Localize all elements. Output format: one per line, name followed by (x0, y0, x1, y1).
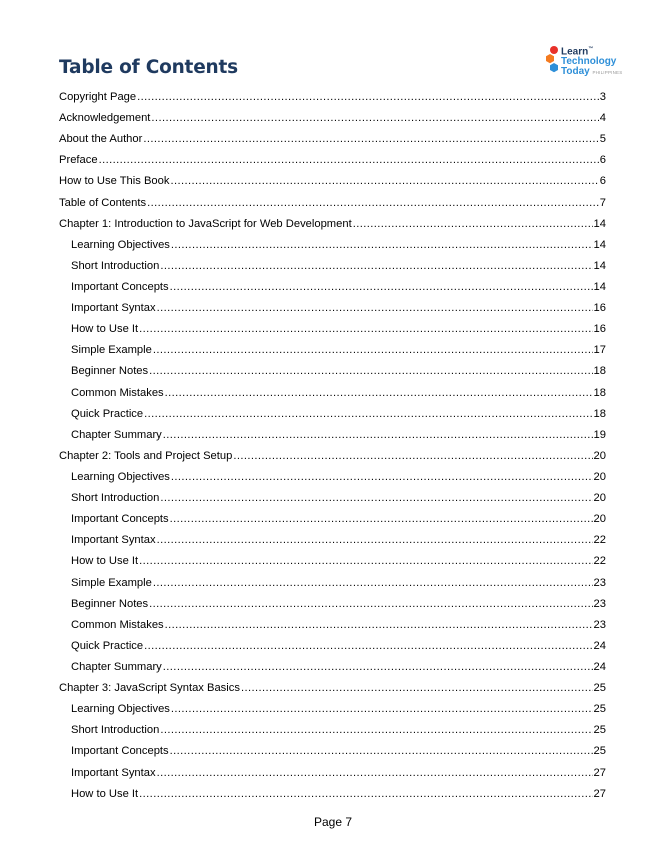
toc-entry[interactable] (59, 657, 606, 678)
toc-entry-label: Beginner Notes (71, 597, 149, 610)
toc-entry-page: 7 (599, 196, 606, 209)
toc-entry[interactable] (59, 129, 606, 150)
toc-entry-page: 27 (593, 787, 606, 800)
toc-entry-label: Learning Objectives (71, 703, 170, 716)
toc-entry-page: 5 (599, 133, 606, 146)
toc-leader-dots (149, 594, 592, 615)
toc-leader-dots (144, 636, 592, 657)
toc-entry-page: 18 (593, 407, 606, 420)
logo-trademark: ™ (588, 46, 594, 52)
toc-entry[interactable] (59, 319, 606, 340)
toc-entry[interactable] (59, 551, 606, 572)
toc-entry-page: 22 (593, 534, 606, 547)
toc-entry[interactable] (59, 383, 606, 404)
toc-leader-dots (157, 298, 593, 319)
hexagon-logo-icon (543, 44, 561, 76)
toc-entry[interactable] (59, 699, 606, 720)
toc-entry-label: Copyright Page (59, 91, 137, 103)
toc-entry-label: Chapter 2: Tools and Project Setup (59, 449, 233, 462)
toc-entry-label: Important Concepts (71, 745, 169, 758)
toc-leader-dots (170, 741, 593, 762)
toc-leader-dots (160, 488, 592, 509)
toc-entry[interactable] (59, 235, 606, 256)
toc-entry[interactable] (59, 636, 606, 657)
toc-entry[interactable] (59, 361, 606, 382)
toc-leader-dots (153, 573, 593, 594)
toc-entry-label: Quick Practice (71, 639, 144, 652)
toc-entry[interactable] (59, 150, 606, 171)
toc-entry[interactable] (59, 298, 606, 319)
toc-entry-page: 20 (593, 492, 606, 505)
logo-line-technology: Technology (561, 56, 617, 68)
learn-technology-today-logo (543, 44, 633, 78)
toc-leader-dots (139, 319, 592, 340)
toc-entry[interactable] (59, 446, 606, 467)
toc-entry-page: 23 (593, 576, 606, 589)
toc-entry-label: About the Author (59, 133, 143, 146)
toc-entry-page: 25 (593, 724, 606, 737)
toc-leader-dots (163, 657, 593, 678)
toc-entry[interactable] (59, 404, 606, 425)
toc-entry-label: Preface (59, 154, 98, 167)
toc-leader-dots (139, 784, 592, 805)
toc-entry[interactable] (59, 509, 606, 530)
toc-entry-page: 18 (593, 365, 606, 378)
toc-entry[interactable] (59, 573, 606, 594)
toc-entry-page: 22 (593, 555, 606, 568)
toc-entry-page: 25 (593, 703, 606, 716)
toc-entry[interactable] (59, 425, 606, 446)
toc-entry[interactable] (59, 720, 606, 741)
toc-leader-dots (171, 235, 593, 256)
toc-entry[interactable] (59, 467, 606, 488)
toc-entry[interactable] (59, 488, 606, 509)
toc-entry[interactable] (59, 741, 606, 762)
toc-entry[interactable] (59, 277, 606, 298)
toc-leader-dots (241, 678, 593, 699)
toc-entry[interactable] (59, 108, 606, 129)
toc-list (59, 87, 606, 805)
toc-entry-label: Chapter Summary (71, 428, 162, 441)
toc-entry-page: 14 (593, 238, 606, 251)
toc-entry-label: Important Syntax (71, 534, 156, 547)
toc-entry-label: Important Syntax (71, 766, 156, 779)
toc-entry-label: Table of Contents (59, 196, 147, 209)
toc-entry-page: 20 (593, 513, 606, 526)
toc-leader-dots (139, 551, 592, 572)
toc-entry-page: 25 (593, 745, 606, 758)
toc-entry-label: Chapter 3: JavaScript Syntax Basics (59, 682, 240, 695)
toc-leader-dots (160, 720, 592, 741)
toc-entry-page: 14 (593, 280, 606, 293)
toc-leader-dots (170, 277, 593, 298)
toc-entry[interactable] (59, 171, 606, 192)
toc-entry-page: 14 (593, 259, 606, 272)
toc-entry-page: 25 (593, 682, 606, 695)
toc-entry[interactable] (59, 678, 606, 699)
toc-entry-page: 24 (593, 660, 606, 673)
toc-entry-label: Acknowledgement (59, 112, 151, 125)
toc-entry-label: How to Use It (71, 323, 139, 336)
toc-entry-page: 4 (599, 112, 606, 125)
page-number: Page 7 (313, 815, 353, 829)
toc-entry-page: 20 (593, 449, 606, 462)
toc-entry-label: How to Use It (71, 555, 139, 568)
toc-leader-dots (160, 256, 592, 277)
toc-entry-page: 14 (593, 217, 606, 230)
toc-entry-page: 3 (599, 91, 606, 103)
toc-entry-page: 20 (593, 470, 606, 483)
logo-line-learn: Learn (561, 46, 589, 58)
toc-entry-label: Common Mistakes (71, 386, 164, 399)
toc-entry[interactable] (59, 193, 606, 214)
toc-entry-label: Simple Example (71, 576, 152, 589)
toc-leader-dots (163, 425, 593, 446)
toc-entry-label: Quick Practice (71, 407, 144, 420)
toc-entry-page: 17 (593, 344, 606, 357)
toc-entry-page: 24 (593, 639, 606, 652)
logo-line-today: Today (561, 66, 590, 78)
toc-entry-page: 6 (599, 175, 606, 188)
toc-entry-page: 6 (599, 154, 606, 167)
toc-entry-page: 16 (593, 323, 606, 336)
toc-entry-page: 19 (593, 428, 606, 441)
toc-entry[interactable] (59, 214, 606, 235)
toc-entry-label: Important Concepts (71, 513, 169, 526)
toc-entry-label: How to Use This Book (59, 175, 170, 188)
toc-leader-dots (147, 193, 599, 214)
toc-leader-dots (233, 446, 592, 467)
toc-entry-label: Common Mistakes (71, 618, 164, 631)
toc-entry-label: Important Concepts (71, 280, 169, 293)
toc-leader-dots (170, 509, 593, 530)
toc-entry-page: 23 (593, 618, 606, 631)
toc-entry-label: Beginner Notes (71, 365, 149, 378)
toc-leader-dots (157, 763, 593, 784)
toc-leader-dots (149, 361, 592, 382)
toc-entry[interactable] (59, 763, 606, 784)
toc-leader-dots (171, 467, 593, 488)
toc-leader-dots (153, 340, 593, 361)
toc-leader-dots (171, 699, 593, 720)
toc-leader-dots (137, 87, 599, 108)
toc-entry-page: 16 (593, 302, 606, 315)
toc-leader-dots (144, 404, 592, 425)
page-title: Table of Contents (59, 57, 238, 78)
toc-entry[interactable] (59, 87, 606, 108)
toc-entry[interactable] (59, 615, 606, 636)
toc-leader-dots (165, 383, 593, 404)
toc-entry-label: Short Introduction (71, 259, 160, 272)
toc-leader-dots (157, 530, 593, 551)
toc-entry[interactable] (59, 530, 606, 551)
toc-entry-label: Simple Example (71, 344, 152, 357)
toc-entry[interactable] (59, 256, 606, 277)
toc-entry[interactable] (59, 340, 606, 361)
toc-leader-dots (99, 150, 599, 171)
toc-entry-label: Chapter 1: Introduction to JavaScript for Web Development (59, 217, 352, 230)
toc-leader-dots (151, 108, 598, 129)
toc-entry-page: 27 (593, 766, 606, 779)
toc-leader-dots (165, 615, 593, 636)
logo-region: PHILIPPINES (592, 70, 623, 76)
toc-entry-label: Short Introduction (71, 724, 160, 737)
toc-entry-label: Chapter Summary (71, 660, 162, 673)
toc-entry-label: Important Syntax (71, 302, 156, 315)
toc-leader-dots (143, 129, 598, 150)
toc-entry-label: Short Introduction (71, 492, 160, 505)
toc-entry[interactable] (59, 594, 606, 615)
toc-entry-page: 23 (593, 597, 606, 610)
toc-entry-page: 18 (593, 386, 606, 399)
toc-entry-label: How to Use It (71, 787, 139, 800)
toc-entry-label: Learning Objectives (71, 238, 170, 251)
toc-leader-dots (170, 171, 598, 192)
toc-leader-dots (353, 214, 593, 235)
toc-entry-label: Learning Objectives (71, 470, 170, 483)
toc-entry[interactable] (59, 784, 606, 805)
